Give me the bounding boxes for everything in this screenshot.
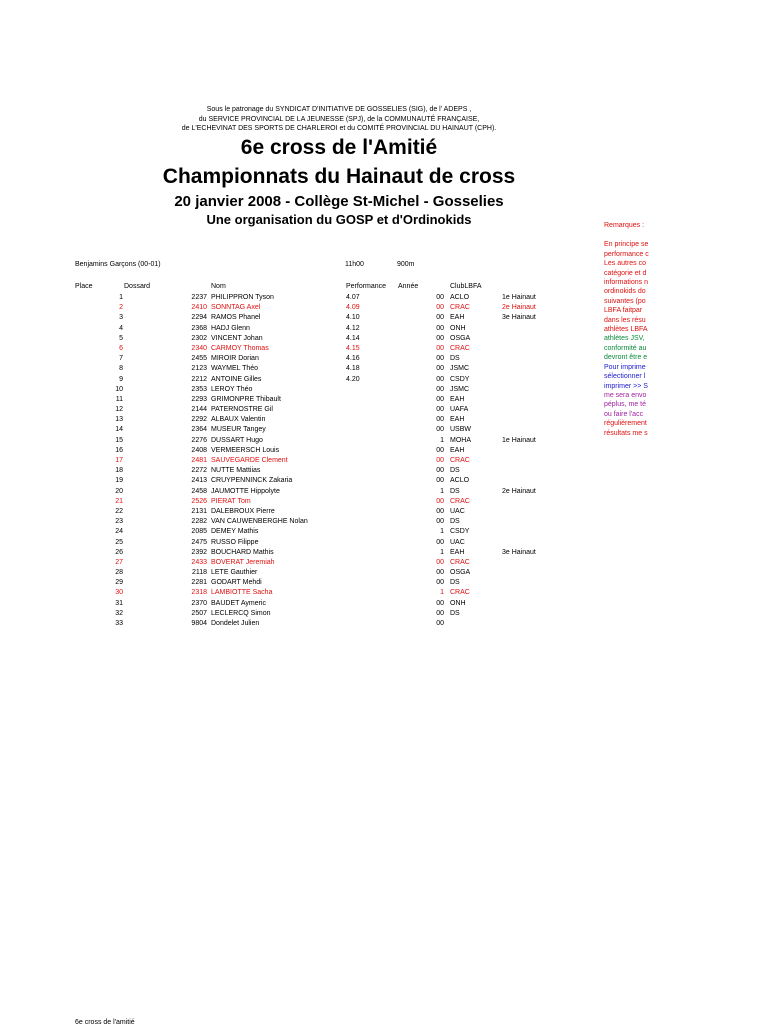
table-row	[0, 548, 560, 558]
cell-place: 1	[119, 294, 123, 301]
cell-place: 27	[115, 558, 123, 566]
col-dossard: Dossard	[124, 283, 151, 290]
cell-club: UAFA	[450, 406, 469, 414]
cell-dossard: 2292	[191, 416, 207, 424]
cell-club: MOHA	[450, 436, 471, 444]
cell-place: 8	[119, 365, 123, 373]
cell-annee: 1	[440, 589, 444, 597]
cell-rank: 1e Hainaut	[502, 294, 536, 301]
cell-club: JSMC	[450, 385, 470, 393]
cell-place: 21	[115, 497, 123, 505]
table-row	[0, 425, 560, 435]
remarks-title: Remarques :	[604, 222, 645, 229]
cell-dossard: 2410	[191, 304, 207, 312]
cell-nom: MIROIR Dorian	[211, 355, 259, 363]
remark-line: conformité au	[604, 344, 647, 352]
cell-nom: CARMOY Thomas	[211, 344, 269, 352]
cell-place: 26	[115, 548, 123, 556]
cell-club: USBW	[450, 426, 471, 434]
cell-dossard: 2293	[191, 395, 207, 403]
cell-perf: 4.10	[346, 314, 360, 322]
category-time: 11h00	[345, 261, 364, 268]
cell-nom: LETE Gauthier	[211, 569, 258, 577]
table-row	[0, 527, 560, 537]
remarks-lines	[604, 240, 664, 438]
cell-rank: 3e Hainaut	[502, 548, 536, 556]
cell-dossard: 2237	[191, 294, 207, 301]
cell-annee: 00	[436, 457, 444, 464]
remark-line: LBFA faitpar	[604, 307, 643, 315]
col-annee: Année	[398, 283, 419, 290]
table-row	[0, 375, 560, 385]
cell-place: 32	[115, 609, 123, 617]
cell-annee: 00	[436, 385, 444, 393]
cell-nom: GODART Mehdi	[211, 579, 262, 587]
cell-dossard: 2370	[191, 599, 207, 607]
cell-place: 30	[115, 589, 123, 597]
cell-dossard: 2131	[191, 507, 207, 515]
cell-place: 12	[115, 406, 123, 414]
cell-annee: 00	[436, 294, 444, 301]
cell-dossard: 2481	[191, 457, 207, 464]
cell-nom: CRUYPENNINCK Zakaria	[211, 477, 293, 485]
table-row	[0, 568, 560, 578]
cell-annee: 00	[436, 304, 444, 312]
cell-place: 29	[115, 579, 123, 587]
cell-perf: 4.16	[346, 355, 360, 363]
cell-nom: VAN CAUWENBERGHE Nolan	[211, 518, 308, 526]
cell-annee: 1	[440, 487, 444, 495]
cell-annee: 00	[436, 599, 444, 607]
organizer-line: Une organisation du GOSP et d'Ordinokids	[206, 212, 472, 227]
cell-annee: 00	[436, 507, 444, 515]
cell-club: DS	[450, 467, 460, 475]
cell-dossard: 2272	[191, 467, 207, 475]
cell-place: 28	[115, 569, 123, 577]
cell-place: 24	[115, 528, 123, 536]
cell-perf: 4.09	[346, 304, 360, 312]
cell-annee: 00	[436, 416, 444, 424]
remark-line: régulièrement	[604, 420, 647, 428]
cell-rank: 1e Hainaut	[502, 436, 536, 444]
cell-annee: 00	[436, 314, 444, 322]
cell-club: EAH	[450, 395, 465, 403]
cell-place: 25	[115, 538, 123, 546]
cell-annee: 00	[436, 344, 444, 352]
remark-line: informations n	[604, 279, 648, 287]
cell-annee: 00	[436, 426, 444, 434]
cell-nom: JAUMOTTE Hippolyte	[211, 487, 280, 495]
cell-annee: 00	[436, 620, 444, 627]
championship-title: Championnats du Hainaut de cross	[162, 165, 516, 188]
remark-line: suivantes (po	[604, 297, 646, 305]
cell-club: ONH	[450, 599, 466, 607]
cell-club: CRAC	[450, 589, 470, 597]
remark-line: performance c	[604, 250, 649, 258]
cell-place: 18	[115, 467, 123, 475]
table-row	[0, 538, 560, 548]
remark-line: En principe se	[604, 241, 649, 249]
cell-club: OSGA	[450, 334, 471, 342]
cell-perf: 4.07	[346, 294, 360, 301]
cell-annee: 00	[436, 558, 444, 566]
cell-dossard: 2294	[191, 314, 207, 322]
cell-nom: ALBAUX Valentin	[211, 416, 266, 424]
table-row	[0, 466, 560, 476]
cell-club: ONH	[450, 324, 466, 332]
cell-place: 14	[115, 426, 123, 434]
cell-club: JSMC	[450, 365, 470, 373]
cell-nom: BOVERAT Jeremiah	[211, 558, 275, 566]
table-row	[0, 324, 560, 334]
cell-nom: PATERNOSTRE Gil	[211, 406, 273, 414]
cell-annee: 00	[436, 497, 444, 505]
cell-nom: BAUDET Aymeric	[211, 599, 266, 607]
cell-nom: SONNTAG Axel	[211, 304, 261, 312]
cell-club: CSDY	[450, 528, 470, 536]
table-row	[0, 354, 560, 364]
cell-place: 22	[115, 507, 123, 515]
table-row	[0, 436, 560, 446]
cell-annee: 00	[436, 538, 444, 546]
cell-nom: RUSSO Filippe	[211, 538, 259, 546]
table-row	[0, 578, 560, 588]
cell-nom: HADJ Glenn	[211, 324, 250, 332]
table-row	[0, 476, 560, 486]
cell-nom: DALEBROUX Pierre	[211, 507, 275, 515]
cell-annee: 1	[440, 528, 444, 536]
remark-line: Les autres co	[604, 260, 647, 268]
cell-dossard: 2408	[191, 446, 207, 454]
cell-club: EAH	[450, 314, 465, 322]
remark-line: péplus, me té	[604, 401, 647, 409]
cell-place: 10	[115, 385, 123, 393]
cell-annee: 00	[436, 324, 444, 332]
cell-dossard: 2302	[191, 334, 207, 342]
cell-place: 3	[119, 314, 123, 322]
cell-club: CRAC	[450, 497, 470, 505]
cell-place: 15	[115, 436, 123, 444]
remark-line: Pour imprime	[604, 363, 646, 371]
cell-club: DS	[450, 487, 460, 495]
cell-nom: NUTTE Mattiias	[211, 467, 261, 475]
col-club: ClubLBFA	[450, 283, 482, 290]
cell-rank: 2e Hainaut	[502, 487, 536, 495]
cell-nom: PIERAT Tom	[211, 497, 251, 505]
cell-club: ACLO	[450, 477, 470, 485]
cell-nom: ANTOINE Gilles	[211, 375, 262, 383]
cell-annee: 00	[436, 334, 444, 342]
cell-club: EAH	[450, 416, 465, 424]
cell-nom: MUSEUR Tangey	[211, 426, 266, 434]
cell-nom: VERMEERSCH Louis	[211, 446, 280, 454]
cell-club: OSGA	[450, 569, 471, 577]
cell-dossard: 2276	[191, 436, 207, 444]
cell-dossard: 2433	[191, 558, 207, 566]
table-row	[0, 609, 560, 619]
table-row	[0, 364, 560, 374]
cell-dossard: 2392	[191, 548, 207, 556]
table-row	[0, 487, 560, 497]
cell-nom: BOUCHARD Mathis	[211, 548, 274, 556]
cell-place: 23	[115, 518, 123, 526]
cell-perf: 4.20	[346, 375, 360, 383]
remark-line: sélectionner l	[604, 373, 646, 381]
remark-line: dans les résu	[604, 316, 646, 324]
cell-dossard: 2458	[191, 487, 207, 495]
cell-dossard: 2085	[191, 528, 207, 536]
cell-club: DS	[450, 355, 460, 363]
table-row	[0, 517, 560, 527]
category-distance: 900m	[397, 261, 415, 268]
cell-annee: 00	[436, 395, 444, 403]
cell-dossard: 2455	[191, 355, 207, 363]
cell-dossard: 2368	[191, 324, 207, 332]
remark-line: athlètes JSV,	[604, 335, 645, 343]
cell-place: 20	[115, 487, 123, 495]
cell-nom: PHILIPPRON Tyson	[211, 294, 274, 301]
results-table	[0, 293, 560, 629]
table-row	[0, 599, 560, 609]
cell-rank: 2e Hainaut	[502, 304, 536, 312]
cell-dossard: 2118	[191, 569, 207, 577]
cell-annee: 00	[436, 375, 444, 383]
cell-club: EAH	[450, 446, 465, 454]
category-name: Benjamins Garçons (00-01)	[75, 261, 161, 268]
cell-dossard: 2353	[191, 385, 207, 393]
cell-rank: 3e Hainaut	[502, 314, 536, 322]
cell-dossard: 2413	[191, 477, 207, 485]
table-row	[0, 497, 560, 507]
cell-annee: 00	[436, 355, 444, 363]
cell-club: EAH	[450, 548, 465, 556]
cell-nom: WAYMEL Théo	[211, 365, 259, 373]
col-performance: Performance	[346, 283, 387, 290]
cell-dossard: 2144	[191, 406, 207, 414]
cell-dossard: 2212	[191, 375, 207, 383]
cell-place: 13	[115, 416, 123, 424]
cell-perf: 4.12	[346, 324, 360, 332]
footer-text: 6e cross de l'amitié	[75, 1019, 135, 1026]
cell-nom: RAMOS Phanel	[211, 314, 261, 322]
table-row	[0, 558, 560, 568]
cell-nom: DUSSART Hugo	[211, 436, 263, 444]
cell-nom: SAUVEGARDE Clement	[211, 457, 288, 464]
cell-dossard: 2282	[191, 518, 207, 526]
cell-annee: 00	[436, 365, 444, 373]
cell-club: DS	[450, 609, 460, 617]
cell-dossard: 2475	[191, 538, 207, 546]
table-row	[0, 456, 560, 466]
cell-annee: 1	[440, 436, 444, 444]
cell-perf: 4.14	[346, 334, 360, 342]
cell-place: 16	[115, 446, 123, 454]
patronage-line: de L'ECHEVINAT DES SPORTS DE CHARLEROI et du COMITÉ PROVINCIAL DU HAINAUT (CPH).	[181, 125, 497, 132]
cell-place: 31	[115, 599, 123, 607]
cell-dossard: 2364	[191, 426, 207, 434]
table-row	[0, 588, 560, 598]
cell-annee: 1	[440, 548, 444, 556]
patronage-line: du SERVICE PROVINCIAL DE LA JEUNESSE (SPJ), de la COMMUNAUTÉ FRANÇAISE,	[198, 115, 480, 123]
cell-place: 7	[119, 355, 123, 363]
cell-club: DS	[450, 518, 460, 526]
col-place: Place	[75, 283, 93, 290]
remark-line: athlètes LBFA	[604, 326, 648, 334]
cell-annee: 00	[436, 518, 444, 526]
remark-line: devront être e	[604, 354, 648, 362]
cell-club: DS	[450, 579, 460, 587]
table-row	[0, 313, 560, 323]
cell-nom: LAMBIOTTE Sacha	[211, 589, 273, 597]
cell-nom: VINCENT Johan	[211, 334, 263, 342]
cell-nom: DEMEY Mathis	[211, 528, 259, 536]
cell-annee: 00	[436, 609, 444, 617]
table-row	[0, 303, 560, 313]
table-row	[0, 344, 560, 354]
table-row	[0, 446, 560, 456]
cell-annee: 00	[436, 446, 444, 454]
cell-dossard: 2507	[191, 609, 207, 617]
cell-place: 33	[115, 620, 123, 627]
remark-line: catégorie et d	[604, 269, 647, 277]
cell-dossard: 2340	[191, 344, 207, 352]
cell-place: 2	[119, 304, 123, 312]
patronage-line: Sous le patronage du SYNDICAT D'INITIATIVE DE GOSSELIES (SIG), de l' ADEPS ,	[206, 106, 472, 113]
table-row	[0, 405, 560, 415]
cell-dossard: 2318	[191, 589, 207, 597]
cell-nom: Dondelet Julien	[211, 620, 260, 627]
cell-club: UAC	[450, 538, 465, 546]
table-row	[0, 395, 560, 405]
cell-place: 9	[119, 375, 123, 383]
cell-club: CRAC	[450, 304, 470, 312]
cell-perf: 4.18	[346, 365, 360, 373]
cell-club: CRAC	[450, 344, 470, 352]
cell-dossard: 2281	[191, 579, 207, 587]
cell-place: 6	[119, 344, 123, 352]
cell-nom: LECLERCQ Simon	[211, 609, 271, 617]
remark-line: résultats me s	[604, 429, 648, 437]
cell-dossard: 9804	[191, 620, 207, 627]
cell-club: ACLO	[450, 294, 470, 301]
cell-dossard: 2526	[191, 497, 207, 505]
cell-dossard: 2123	[191, 365, 207, 373]
cell-place: 19	[115, 477, 123, 485]
cell-perf: 4.15	[346, 344, 360, 352]
cell-annee: 00	[436, 406, 444, 414]
cell-annee: 00	[436, 569, 444, 577]
table-row	[0, 334, 560, 344]
cell-annee: 00	[436, 467, 444, 475]
cell-place: 11	[115, 395, 123, 403]
col-nom: Nom	[211, 283, 226, 290]
cell-club: CRAC	[450, 457, 470, 464]
cell-place: 5	[119, 334, 123, 342]
date-location: 20 janvier 2008 - Collège St-Michel - Gosselies	[174, 193, 504, 210]
remark-line: me sera envo	[604, 391, 647, 399]
cell-club: CRAC	[450, 558, 470, 566]
cell-annee: 00	[436, 477, 444, 485]
table-row	[0, 293, 560, 303]
table-row	[0, 619, 560, 629]
event-title: 6e cross de l'Amitié	[240, 136, 438, 159]
table-row	[0, 385, 560, 395]
cell-nom: GRIMONPRE Thibault	[211, 395, 281, 403]
table-row	[0, 415, 560, 425]
patronage-block	[0, 105, 678, 134]
remark-line: ou faire l'acc	[604, 410, 644, 418]
remark-line: imprimer >> S	[604, 382, 648, 390]
remark-line: ordinokids do	[604, 288, 646, 296]
cell-place: 17	[115, 457, 123, 464]
cell-annee: 00	[436, 579, 444, 587]
table-row	[0, 507, 560, 517]
cell-nom: LEROY Théo	[211, 385, 253, 393]
cell-place: 4	[119, 324, 123, 332]
cell-club: UAC	[450, 507, 465, 515]
remarks-panel	[604, 221, 664, 438]
cell-club: CSDY	[450, 375, 470, 383]
